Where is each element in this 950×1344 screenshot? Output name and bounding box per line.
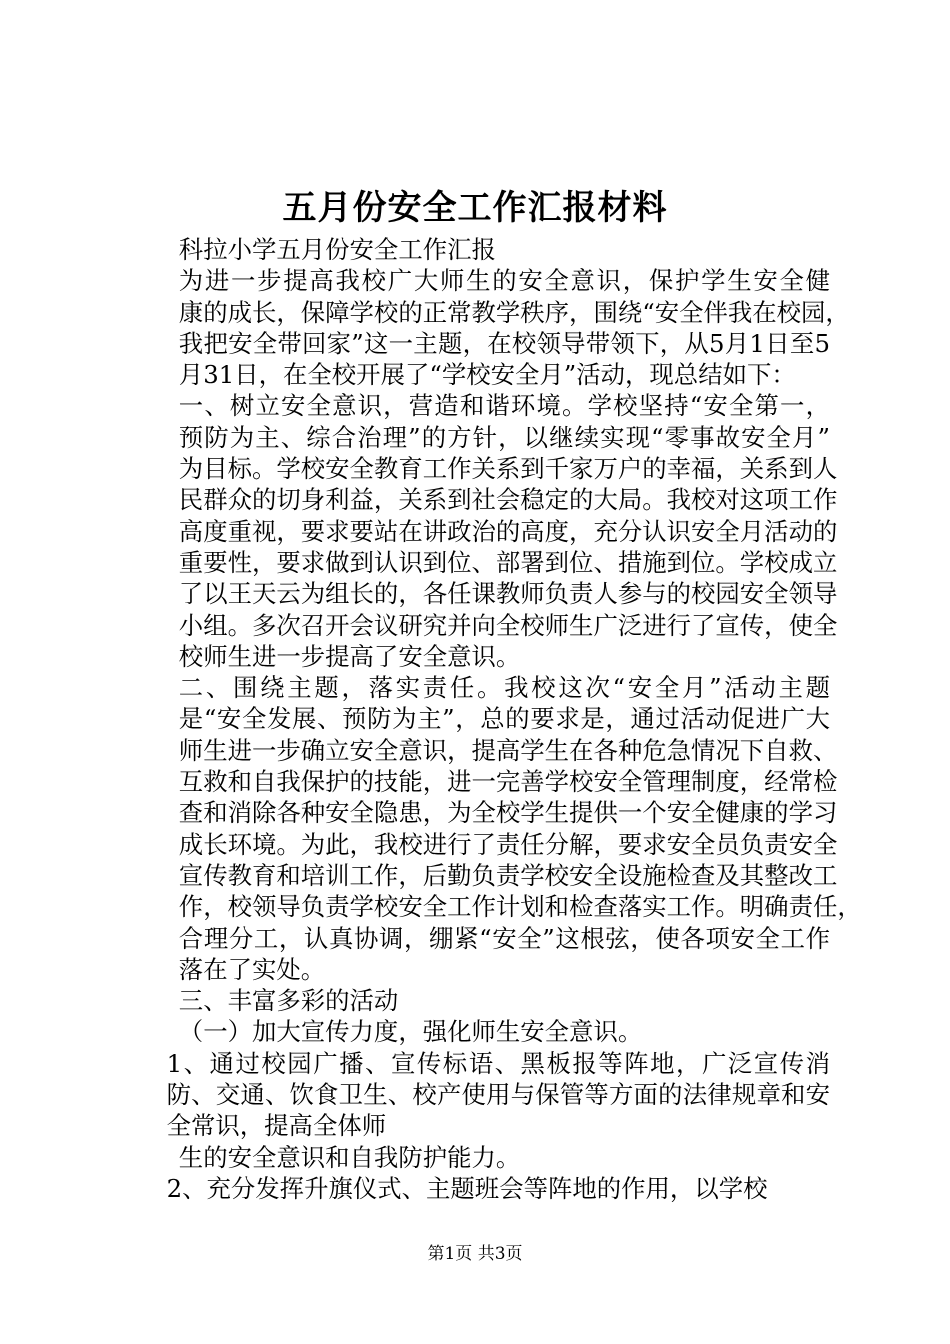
paragraph-line: 2、充分发挥升旗仪式、主题班会等阵地的作用，以学校 <box>166 1173 768 1203</box>
paragraph <box>130 1016 830 1047</box>
paragraph-line: 月31日，在全校开展了“学校安全月”活动，现总结如下： <box>178 360 796 390</box>
paragraph <box>130 1142 830 1173</box>
paragraph-line: 高度重视，要求要站在讲政治的高度，充分认识安全月活动的 <box>178 516 838 546</box>
paragraph-list <box>130 265 862 1204</box>
document-title: 五月份安全工作汇报材料 <box>282 188 668 228</box>
paragraph <box>130 1048 830 1142</box>
paragraph-line: 宣传教育和培训工作，后勤负责学校安全设施检查及其整改工 <box>178 860 838 890</box>
paragraph-line: 生的安全意识和自我防护能力。 <box>178 1142 521 1172</box>
paragraph-line: 落在了实处。 <box>178 954 326 984</box>
paragraph-line: 全常识，提高全体师 <box>166 1111 387 1141</box>
document-subtitle <box>130 234 830 265</box>
paragraph-line: 康的成长，保障学校的正常教学秩序，围绕“安全伴我在校园， <box>178 297 850 327</box>
document-body <box>130 234 862 1204</box>
paragraph-line: 为目标。学校安全教育工作关系到千家万户的幸福，关系到人 <box>178 454 838 484</box>
paragraph-line: 作，校领导负责学校安全工作计划和检查落实工作。明确责任， <box>178 892 862 922</box>
paragraph-line: 是“安全发展、预防为主”，总的要求是，通过活动促进广大 <box>178 704 830 734</box>
paragraph-line: （一）加大宣传力度，强化师生安全意识。 <box>178 1017 643 1047</box>
page-number-footer: 第1页 共3页 <box>427 1244 523 1264</box>
paragraph-line: 一、树立安全意识，营造和谐环境。学校坚持“安全第一， <box>178 391 830 421</box>
paragraph-line: 三、丰富多彩的活动 <box>178 986 399 1016</box>
paragraph-line: 小组。多次召开会议研究并向全校师生广泛进行了宣传，使全 <box>178 610 838 640</box>
paragraph-line: 查和消除各种安全隐患，为全校学生提供一个安全健康的学习 <box>178 798 838 828</box>
paragraph <box>130 1173 830 1204</box>
paragraph <box>130 985 830 1016</box>
paragraph-line: 师生进一步确立安全意识，提高学生在各种危急情况下自救、 <box>178 735 838 765</box>
paragraph <box>130 672 862 985</box>
paragraph-line: 防、交通、饮食卫生、校产使用与保管等方面的法律规章和安 <box>166 1080 830 1110</box>
paragraph-line: 预防为主、综合治理”的方针，以继续实现“零事故安全月” <box>178 422 830 452</box>
paragraph-line: 民群众的切身利益，关系到社会稳定的大局。我校对这项工作 <box>178 485 838 515</box>
paragraph-line: 重要性，要求做到认识到位、部署到位、措施到位。学校成立 <box>178 547 838 577</box>
paragraph-line: 了以王天云为组长的，各任课教师负责人参与的校园安全领导 <box>178 579 838 609</box>
paragraph <box>130 390 838 672</box>
paragraph-line: 互救和自我保护的技能，进一完善学校安全管理制度，经常检 <box>178 767 838 797</box>
paragraph-line: 成长环境。为此，我校进行了责任分解，要求安全员负责安全 <box>178 829 838 859</box>
paragraph-line: 二、围绕主题，落实责任。我校这次“安全月”活动主题 <box>178 673 830 703</box>
paragraph-line: 1、通过校园广播、宣传标语、黑板报等阵地，广泛宣传消 <box>166 1048 830 1078</box>
paragraph <box>130 265 850 390</box>
paragraph-line: 合理分工，认真协调，绷紧“安全”这根弦，使各项安全工作 <box>178 923 830 953</box>
paragraph-line: 校师生进一步提高了安全意识。 <box>178 641 521 671</box>
subtitle-line: 科拉小学五月份安全工作汇报 <box>178 235 496 264</box>
paragraph-line: 我把安全带回家”这一主题，在校领导带领下，从5月1日至5 <box>178 328 830 358</box>
paragraph-line: 为进一步提高我校广大师生的安全意识，保护学生安全健 <box>178 266 830 296</box>
